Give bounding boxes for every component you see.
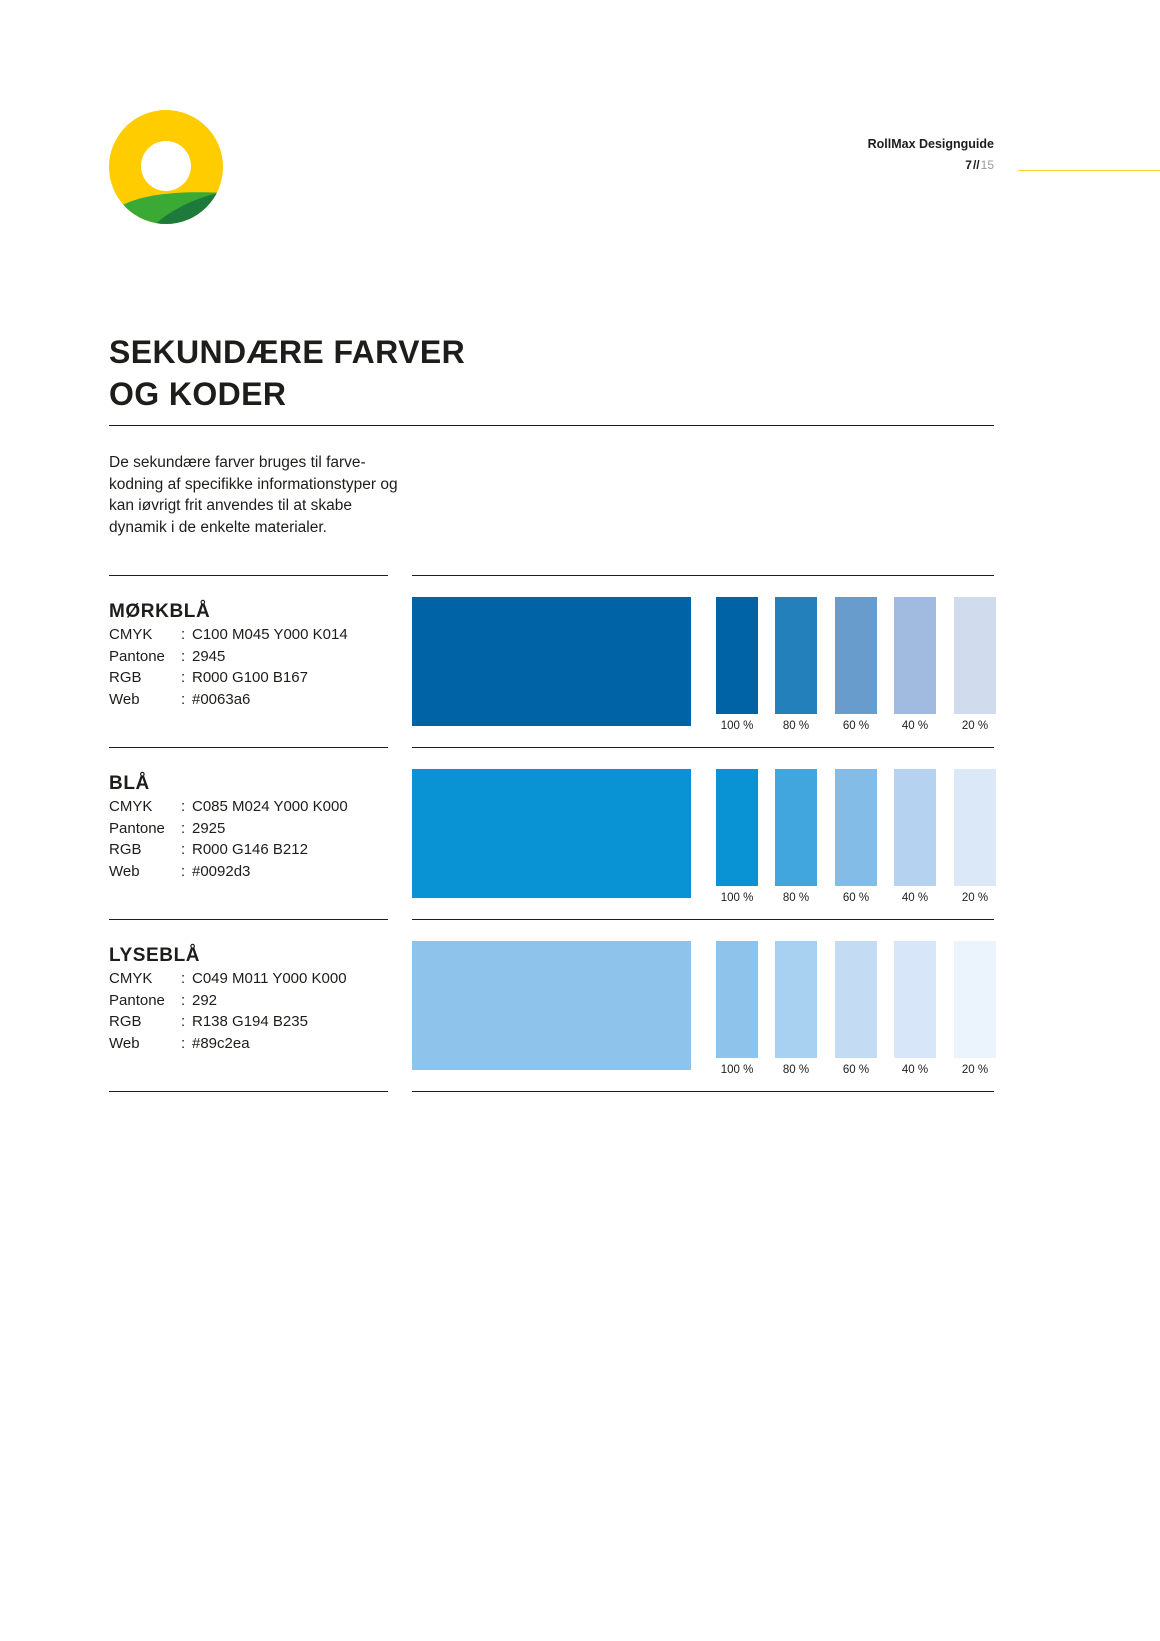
spec-label-web: Web (109, 862, 140, 880)
color-name: BLÅ (109, 773, 150, 794)
color-divider-left (109, 1091, 388, 1092)
tint-swatch (835, 597, 877, 714)
tint-swatch (894, 597, 936, 714)
spec-colon: : (181, 1013, 186, 1030)
page-current: 7 (965, 158, 972, 172)
spec-value-pantone: 2945 (192, 647, 226, 665)
spec-colon: : (181, 669, 186, 686)
tint-swatch (775, 769, 817, 886)
tint-label: 80 % (782, 1064, 810, 1076)
spec-colon: : (181, 841, 186, 858)
spec-colon: : (181, 690, 186, 708)
color-divider-left (109, 919, 388, 920)
tint-swatch (716, 597, 758, 714)
page-title-line-1: SEKUNDÆRE FARVER (109, 334, 466, 370)
header-accent-rule (1018, 170, 1160, 171)
page-title-line-2: OG KODER (109, 376, 287, 412)
spec-colon: : (181, 647, 186, 665)
tint-swatch (954, 769, 996, 886)
color-divider-right (412, 747, 994, 748)
page-total: 15 (980, 158, 994, 172)
title-divider (109, 425, 994, 426)
color-name: LYSEBLÅ (109, 945, 201, 966)
spec-value-web: #0092d3 (192, 862, 251, 880)
spec-row-cmyk (109, 968, 409, 990)
tint-label: 20 % (961, 1064, 989, 1076)
spec-colon: : (181, 1034, 186, 1052)
spec-label-rgb: RGB (109, 1013, 142, 1030)
document-title: RollMax Designguide (867, 137, 994, 151)
tint-swatch (835, 769, 877, 886)
spec-row-web (109, 689, 409, 711)
spec-row-rgb (109, 839, 409, 861)
tint-label: 20 % (961, 892, 989, 904)
color-divider-right (412, 919, 994, 920)
spec-row-web (109, 1033, 409, 1055)
spec-label-rgb: RGB (109, 669, 142, 686)
color-divider-right (412, 1091, 994, 1092)
page-number (965, 158, 994, 172)
spec-value-rgb: R000 G100 B167 (192, 669, 308, 686)
color-divider-left (109, 747, 388, 748)
spec-value-rgb: R000 G146 B212 (192, 841, 308, 858)
spec-row-pantone (109, 990, 409, 1012)
spec-label-pantone: Pantone (109, 647, 165, 665)
rollmax-logo (109, 110, 223, 224)
spec-label-cmyk: CMYK (109, 626, 153, 643)
color-swatch-main (412, 597, 691, 726)
spec-label-pantone: Pantone (109, 991, 165, 1009)
color-swatch-main (412, 941, 691, 1070)
tint-swatch (716, 769, 758, 886)
spec-row-rgb (109, 667, 409, 689)
tint-label: 40 % (901, 1064, 929, 1076)
spec-value-cmyk: C085 M024 Y000 K000 (192, 798, 348, 815)
tint-swatch (835, 941, 877, 1058)
tint-label: 80 % (782, 720, 810, 732)
tint-label: 40 % (901, 892, 929, 904)
spec-label-rgb: RGB (109, 841, 142, 858)
spec-colon: : (181, 970, 186, 987)
spec-row-pantone (109, 646, 409, 668)
page-separator: // (972, 158, 980, 172)
spec-value-cmyk: C100 M045 Y000 K014 (192, 626, 348, 643)
tint-label: 100 % (720, 892, 754, 904)
tint-label: 60 % (842, 720, 870, 732)
spec-label-cmyk: CMYK (109, 970, 153, 987)
spec-colon: : (181, 991, 186, 1009)
spec-label-web: Web (109, 690, 140, 708)
tint-label: 80 % (782, 892, 810, 904)
color-swatch-main (412, 769, 691, 898)
spec-value-pantone: 2925 (192, 819, 226, 837)
spec-value-pantone: 292 (192, 991, 218, 1009)
tint-label: 20 % (961, 720, 989, 732)
color-name: MØRKBLÅ (109, 601, 211, 622)
tint-label: 100 % (720, 1064, 754, 1076)
spec-colon: : (181, 626, 186, 643)
spec-colon: : (181, 819, 186, 837)
tint-label: 100 % (720, 720, 754, 732)
tint-swatch (775, 597, 817, 714)
tint-label: 60 % (842, 892, 870, 904)
spec-row-cmyk (109, 796, 409, 818)
tint-label: 60 % (842, 1064, 870, 1076)
spec-value-rgb: R138 G194 B235 (192, 1013, 308, 1030)
tint-swatch (954, 941, 996, 1058)
spec-colon: : (181, 862, 186, 880)
spec-value-web: #0063a6 (192, 690, 251, 708)
page-title (109, 331, 465, 415)
spec-colon: : (181, 798, 186, 815)
tint-swatch (954, 597, 996, 714)
color-divider-right (412, 575, 994, 576)
spec-row-cmyk (109, 624, 409, 646)
spec-value-cmyk: C049 M011 Y000 K000 (192, 970, 347, 987)
spec-row-pantone (109, 818, 409, 840)
spec-label-pantone: Pantone (109, 819, 165, 837)
tint-swatch (894, 769, 936, 886)
spec-value-web: #89c2ea (192, 1034, 250, 1052)
color-divider-left (109, 575, 388, 576)
spec-label-web: Web (109, 1034, 140, 1052)
tint-swatch (775, 941, 817, 1058)
tint-label: 40 % (901, 720, 929, 732)
logo-sun-center (141, 141, 191, 191)
intro-paragraph: De sekundære farver bruges til farve-kodning af specifikke informationstyper og kan iøvrigt frit anvendes til at skabe dynamik i de enkelte materialer. (109, 454, 398, 536)
spec-row-rgb (109, 1011, 409, 1033)
tint-swatch (894, 941, 936, 1058)
spec-row-web (109, 861, 409, 883)
spec-label-cmyk: CMYK (109, 798, 153, 815)
tint-swatch (716, 941, 758, 1058)
